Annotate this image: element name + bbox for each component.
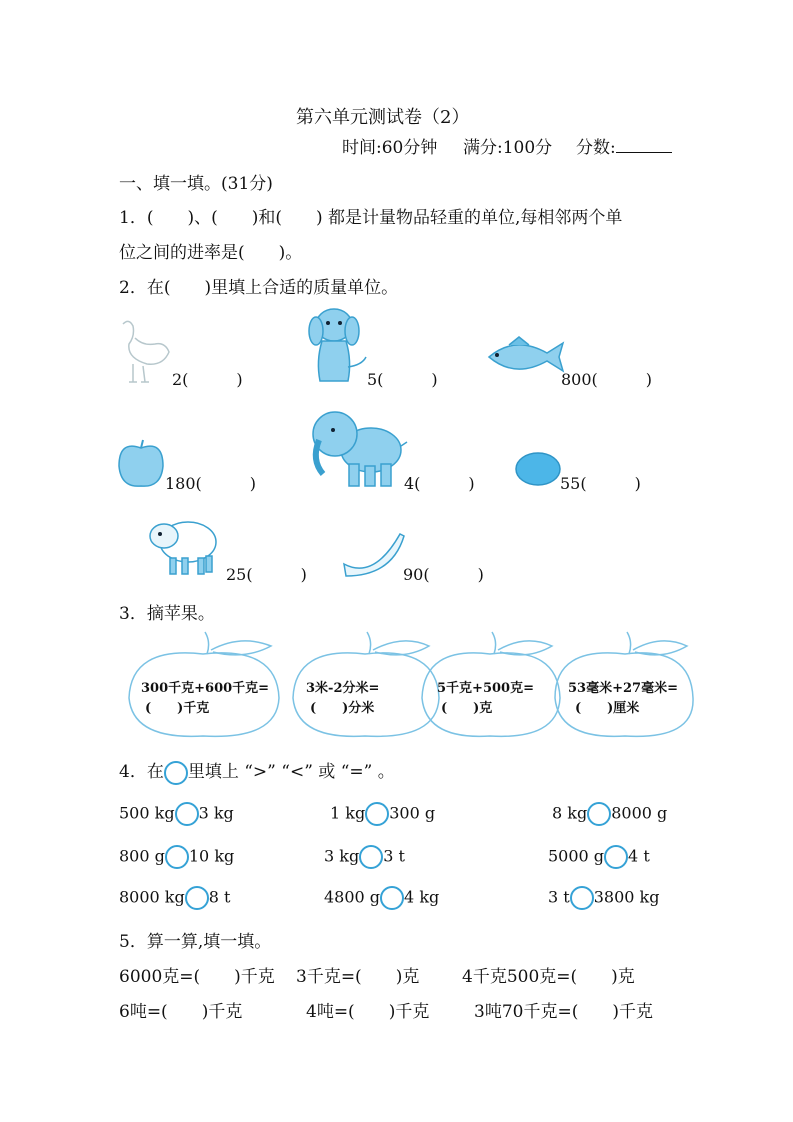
hen-icon bbox=[115, 316, 177, 386]
fish-icon bbox=[479, 335, 565, 381]
conversion-4[interactable]: 6吨=( )千克 bbox=[119, 1002, 243, 1022]
apple-answer[interactable]: 180( ) bbox=[165, 474, 257, 493]
fish-answer[interactable]: 800( ) bbox=[561, 370, 653, 389]
egg-icon bbox=[513, 451, 563, 487]
score-label: 分数: bbox=[576, 133, 672, 158]
apple-1-answer[interactable]: ( )千克 bbox=[145, 701, 210, 716]
compare-item-2: 1 kg 300 g bbox=[330, 802, 435, 826]
puppy-icon bbox=[300, 303, 372, 385]
score-blank[interactable] bbox=[616, 138, 672, 153]
compare-blank-6[interactable] bbox=[604, 845, 628, 869]
page-title: 第六单元测试卷（2） bbox=[296, 107, 470, 128]
question-3-prompt: 3．摘苹果。 bbox=[119, 604, 215, 624]
compare-blank-2[interactable] bbox=[365, 802, 389, 826]
conversion-3[interactable]: 4千克500克=( )克 bbox=[462, 967, 635, 987]
apple-3-expression: 5千克+500克= bbox=[437, 681, 534, 696]
section-heading: 一、填一填。(31分) bbox=[119, 174, 273, 194]
egg-answer[interactable]: 55( ) bbox=[560, 474, 641, 493]
elephant-icon bbox=[305, 406, 410, 490]
apple-1-expression: 300千克+600千克= bbox=[141, 681, 270, 696]
conversion-1[interactable]: 6000克=( )千克 bbox=[119, 967, 275, 987]
question-1-line-1: 1．( )、( )和( ) 都是计量物品轻重的单位,每相邻两个单 bbox=[119, 208, 623, 228]
compare-item-9: 3 t 3800 kg bbox=[548, 886, 659, 910]
compare-item-5: 3 kg 3 t bbox=[324, 845, 405, 869]
compare-item-1: 500 kg 3 kg bbox=[119, 802, 234, 826]
question-4-prompt: 4．在 里填上 “>” “<” 或 “=” 。 bbox=[119, 757, 395, 785]
apple-2-expression: 3米-2分米= bbox=[306, 681, 380, 696]
compare-item-8: 4800 g 4 kg bbox=[324, 886, 439, 910]
compare-blank-4[interactable] bbox=[165, 845, 189, 869]
conversion-6[interactable]: 3吨70千克=( )千克 bbox=[474, 1002, 653, 1022]
compare-blank-1[interactable] bbox=[175, 802, 199, 826]
full-score: 满分:100分 bbox=[463, 138, 553, 158]
compare-item-3: 8 kg 8000 g bbox=[552, 802, 667, 826]
apple-2-answer[interactable]: ( )分米 bbox=[310, 701, 375, 716]
question-2-prompt: 2．在( )里填上合适的质量单位。 bbox=[119, 278, 399, 298]
banana-icon bbox=[340, 528, 408, 578]
compare-item-6: 5000 g 4 t bbox=[548, 845, 650, 869]
apple-3-answer[interactable]: ( )克 bbox=[441, 701, 493, 716]
puppy-answer[interactable]: 5( ) bbox=[367, 370, 438, 389]
compare-item-7: 8000 kg 8 t bbox=[119, 886, 230, 910]
banana-answer[interactable]: 90( ) bbox=[403, 565, 484, 584]
question-5-prompt: 5．算一算,填一填。 bbox=[119, 932, 272, 952]
elephant-answer[interactable]: 4( ) bbox=[404, 474, 475, 493]
conversion-2[interactable]: 3千克=( )克 bbox=[296, 967, 420, 987]
hen-answer[interactable]: 2( ) bbox=[172, 370, 243, 389]
sheep-answer[interactable]: 25( ) bbox=[226, 565, 307, 584]
conversion-5[interactable]: 4吨=( )千克 bbox=[306, 1002, 430, 1022]
compare-blank-3[interactable] bbox=[587, 802, 611, 826]
compare-item-4: 800 g 10 kg bbox=[119, 845, 234, 869]
apple-icon bbox=[117, 438, 165, 488]
question-1-line-2: 位之间的进率是( )。 bbox=[119, 243, 303, 263]
sheep-icon bbox=[146, 510, 220, 578]
compare-blank-7[interactable] bbox=[185, 886, 209, 910]
exam-time: 时间:60分钟 bbox=[342, 138, 438, 158]
compare-blank-8[interactable] bbox=[380, 886, 404, 910]
apple-4-expression: 53毫米+27毫米= bbox=[568, 681, 678, 696]
compare-circle-icon bbox=[164, 761, 188, 785]
compare-blank-9[interactable] bbox=[570, 886, 594, 910]
apple-4-answer[interactable]: ( )厘米 bbox=[575, 701, 640, 716]
compare-blank-5[interactable] bbox=[359, 845, 383, 869]
